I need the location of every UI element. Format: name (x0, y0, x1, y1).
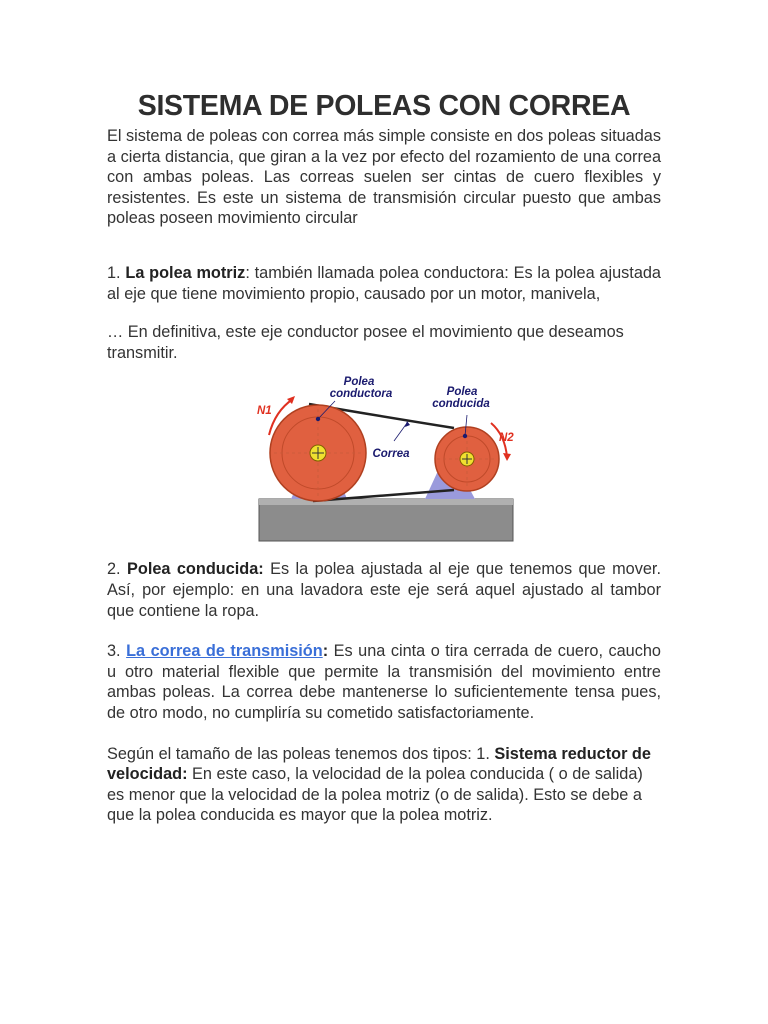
label-conducida-2: conducida (432, 398, 490, 411)
definitiva-paragraph: … En definitiva, este eje conductor posee el movimiento que deseamos transmitir. (107, 323, 624, 362)
item-colon: : (322, 642, 329, 661)
item-text: Es la polea ajustada al eje que tenemos que mover. Así, por ejemplo: en una lavadora este eje será aquel ajustado al tambor que contiene la ropa. (107, 560, 661, 620)
document-page (107, 88, 661, 826)
tipos-term: Sistema reductor de velocidad: (107, 744, 651, 784)
item-polea-motriz (107, 263, 661, 304)
page-title: SISTEMA DE POLEAS CON CORREA (137, 90, 631, 122)
label-conductora-1: Polea (343, 376, 375, 389)
item-term: Polea conducida: (127, 560, 264, 579)
item-term: La polea motriz (125, 263, 246, 282)
label-n2: N2 (499, 432, 514, 445)
correa-link[interactable]: La correa de transmisión (126, 642, 323, 661)
base-block (259, 499, 513, 541)
tipos-paragraph (107, 744, 661, 826)
item-text: Es una cinta o tira cerrada de cuero, caucho u otro material flexible que permite la transmisión del movimiento entre ambas poleas. La correa debe mantenerse lo suficientemente tensa pues, de otro modo, no cumpliría su cometido satisfactoriamente. (107, 642, 661, 722)
item-number: 3. (107, 642, 121, 661)
tipos-text: En este caso, la velocidad de la polea conducida ( o de salida) es menor que la velocidad de la polea motriz (o de salida). Esto se debe a que la polea conducida es mayor que la polea motriz. (107, 765, 643, 825)
label-n1: N1 (257, 405, 272, 418)
intro-paragraph: El sistema de poleas con correa más simple consiste en dos poleas situadas a cierta distancia, que giran a la vez por efecto del rozamiento de una correa con ambas poleas. Las correas suelen ser cintas de cuero flexibles y resistentes. Es este un sistema de transmisión circular puesto que ambas poleas poseen movimiento circular (107, 127, 661, 228)
label-conductora-2: conductora (329, 388, 393, 401)
pulley-diagram (255, 373, 517, 543)
item-number: 1. (107, 263, 121, 282)
item-polea-conducida (107, 559, 661, 621)
item-number: 2. (107, 560, 121, 579)
label-conducida-1: Polea (446, 386, 478, 399)
label-correa: Correa (372, 448, 410, 461)
item-correa (107, 641, 661, 723)
tipos-lead: Según el tamaño de las poleas tenemos dos tipos: 1. (107, 744, 495, 763)
item-text: : también llamada polea conductora: Es la polea ajustada al eje que tiene movimiento propio, causado por un motor, manivela, (107, 263, 661, 303)
